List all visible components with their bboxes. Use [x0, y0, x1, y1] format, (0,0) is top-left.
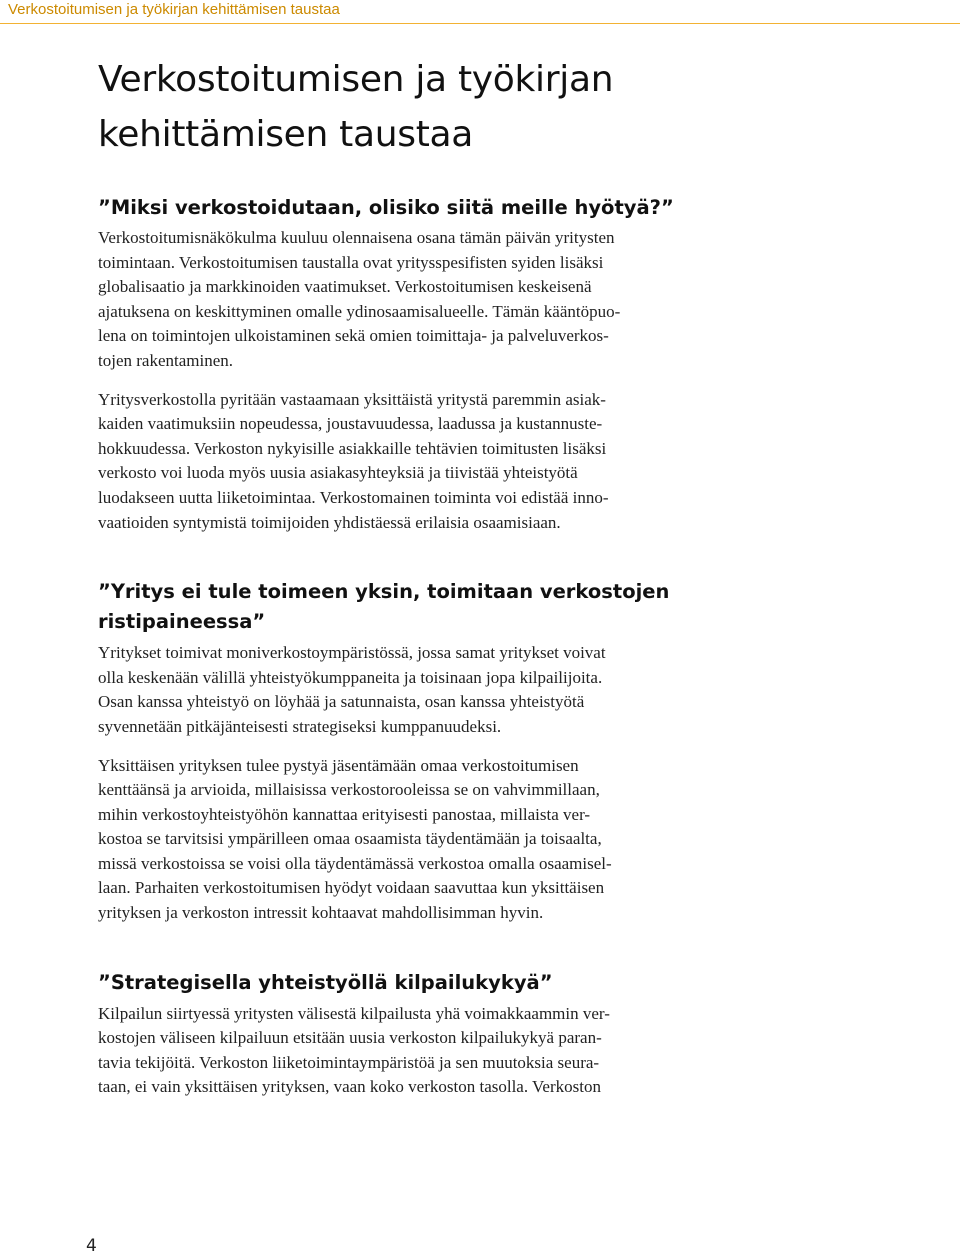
paragraph — [98, 1002, 728, 1100]
section-heading-line: ”Yritys ei tule toimeen yksin, toimitaan verkostojen — [98, 580, 670, 604]
paragraph — [98, 388, 728, 536]
text-line: taan, ei vain yksittäisen yrityksen, vaan koko verkoston tasolla. Verkoston — [98, 1077, 601, 1097]
text-line: verkosto voi luoda myös uusia asiakasyhteyksiä ja tiivistää yhteistyötä — [98, 463, 578, 483]
section-heading-line: ”Strategisella yhteistyöllä kilpailukykyä” — [98, 970, 553, 994]
section-heading — [98, 193, 728, 223]
section-heading-line: ”Miksi verkostoidutaan, olisiko siitä meille hyötyä?” — [98, 196, 674, 219]
paragraph — [98, 641, 728, 739]
section-heading — [98, 968, 728, 998]
text-line: Yksittäisen yrityksen tulee pystyä jäsentämään omaa verkostoitumisen — [98, 755, 579, 775]
running-header-text: Verkostoitumisen ja työkirjan kehittämisen taustaa — [8, 1, 340, 18]
text-line: kaiden vaatimuksiin nopeudessa, joustavuudessa, laadussa ja kustannuste- — [98, 414, 603, 434]
paragraph — [98, 226, 728, 374]
page-title — [98, 52, 728, 162]
running-header — [0, 0, 960, 24]
text-line: kenttäänsä ja arvioida, millaisissa verkostorooleissa se on vahvimmillaan, — [98, 780, 600, 800]
text-line: laan. Parhaiten verkostoitumisen hyödyt voidaan saavuttaa kun yksittäisen — [98, 878, 605, 898]
text-line: luodakseen uutta liiketoimintaa. Verkostomainen toiminta voi edistää inno- — [98, 487, 609, 507]
text-line: Yritysverkostolla pyritään vastaamaan yksittäistä yritystä paremmin asiak- — [98, 389, 606, 409]
page-content — [98, 52, 728, 1100]
section-not-alone — [98, 577, 728, 926]
text-line: Osan kanssa yhteistyö on löyhää ja satunnaista, osan kanssa yhteistyötä — [98, 692, 585, 712]
section-heading-line: ristipaineessa” — [98, 610, 266, 634]
section-heading — [98, 577, 728, 637]
section-strategic-cooperation — [98, 968, 728, 1100]
text-line: olla keskenään välillä yhteistyökumppaneita ja toisinaan jopa kilpailijoita. — [98, 667, 603, 687]
text-line: toimintaan. Verkostoitumisen taustalla ovat yritysspesifisten syiden lisäksi — [98, 252, 604, 272]
page-title-line: Verkostoitumisen ja työkirjan — [98, 59, 614, 100]
text-line: mihin verkostoyhteistyöhön kannattaa erityisesti panostaa, millaista ver- — [98, 804, 591, 824]
text-line: tavia tekijöitä. Verkoston liiketoimintaympäristöä ja sen muutoksia seura- — [98, 1052, 600, 1072]
paragraph — [98, 754, 728, 926]
page-number: 4 — [86, 1236, 97, 1256]
text-line: yrityksen ja verkoston intressit kohtaavat mahdollisimman hyvin. — [98, 903, 544, 923]
text-line: Kilpailun siirtyessä yritysten välisestä kilpailusta yhä voimakkaammin ver- — [98, 1003, 610, 1023]
text-line: kostoa se tarvitsisi ympärilleen omaa osaamista täydentämään ja toisaalta, — [98, 829, 602, 849]
text-line: missä verkostoissa se voisi olla täydentämässä verkostoa omalla osaamisel- — [98, 853, 612, 873]
text-line: globalisaatio ja markkinoiden vaatimukset. Verkostoitumisen keskeisenä — [98, 277, 592, 297]
text-line: hokkuudessa. Verkoston nykyisille asiakkaille tehtävien toimitusten lisäksi — [98, 438, 607, 458]
text-line: Yritykset toimivat moniverkostoympäristössä, jossa samat yritykset voivat — [98, 643, 606, 663]
text-line: ajatuksena on keskittyminen omalle ydinosaamisalueelle. Tämän kääntöpuo- — [98, 301, 621, 321]
text-line: syvennetään pitkäjänteisesti strategiseksi kumppanuudeksi. — [98, 716, 502, 736]
text-line: Verkostoitumisnäkökulma kuuluu olennaisena osana tämän päivän yritysten — [98, 228, 615, 247]
text-line: kostojen väliseen kilpailuun etsitään uusia verkoston kilpailukykyä paran- — [98, 1028, 602, 1048]
page-title-line: kehittämisen taustaa — [98, 114, 474, 155]
section-why-network — [98, 193, 728, 535]
text-line: vaatioiden syntymistä toimijoiden yhdistäessä erilaisia osaamisiaan. — [98, 512, 561, 532]
text-line: tojen rakentaminen. — [98, 350, 234, 370]
text-line: lena on toimintojen ulkoistaminen sekä omien toimittaja- ja palveluverkos- — [98, 326, 609, 346]
